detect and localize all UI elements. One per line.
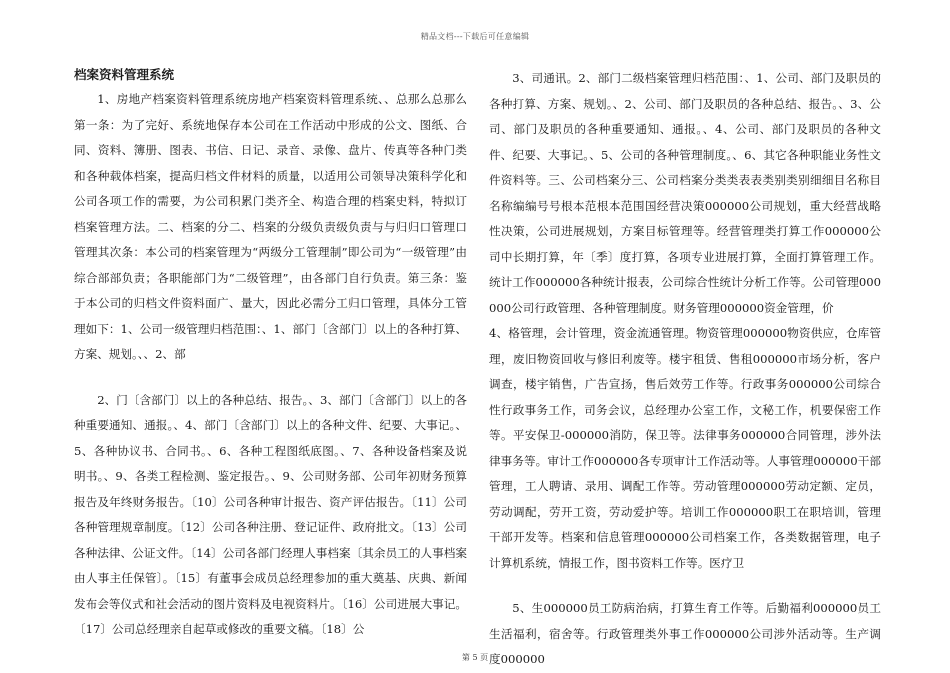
paragraph-3: 3、司通讯。2、部门二级档案管理归档范围：、1、公司、部门及职员的各种打算、方案、规划。、2、公司、部门及职员的各种总结、报告。、3、公司、部门及职员的各种重要通知、通报。、4、公司、部门及职员的各种文件、纪要、大事记。、5、公司的各种管理制度。、6、其它各种职能业务性文件资料等。三、公司档案分三、公司档案分类类表表类别类别细细目名称目名称编编号号根本范根本范围国经营决策000000公司规划，重大经营战略性决策，公司进展规划，方案目标管理等。经营管理类打算工作000000公司中长期打算，年〔季〕度打算，各项专业进展打算，全面打算管理工作。统计工作000000各种统计报表，公司综合性统计分析工作等。公司管理000000公司行政管理、各种管理制度。财务管理000000资金管理，价 (489, 71, 881, 315)
left-column (74, 66, 467, 643)
page-number: 第 5 页 (461, 653, 489, 662)
paragraph-5: 5、生000000员工防病治病，打算生育工作等。后勤福利000000员工生活福利，宿舍等。行政管理类外事工作000000公司涉外活动等。生产调度000000 (489, 601, 881, 666)
page-header-note: 精品文档---下载后可任意编辑 (420, 32, 530, 41)
paragraph-4: 4、格管理，会计管理，资金流通管理。物资管理000000物资供应，仓库管理，废旧物资回收与修旧利废等。楼宇租赁、售租000000市场分析，客户调查，楼宇销售，广告宣扬，售后效劳工作等。行政事务000000公司综合性行政事务工作，司务会议，总经理办公室工作，文秘工作，机要保密工作等。平安保卫-000000消防，保卫等。法律事务000000合同管理，涉外法律事务等。审计工作000000各专项审计工作活动等。人事管理000000干部管理，工人聘请、录用、调配工作等。劳动管理000000劳动定额、定员，劳动调配，劳开工资，劳动爱护等。培训工作000000职工在职培训，管理干部开发等。档案和信息管理000000公司档案工作，各类数据管理，电子计算机系统，情报工作，图书资料工作等。医疗卫 (489, 326, 881, 570)
paragraph-2: 2、门〔含部门〕以上的各种总结、报告。、3、部门〔含部门〕以上的各种重要通知、通报。、4、部门〔含部门〕以上的各种文件、纪要、大事记。、5、各种协议书、合同书。、6、各种工程图纸底图。、7、各种设备档案及说明书。、9、各类工程检测、鉴定报告。、9、公司财务部、公司年初财务预算报告及年终财务报告。〔10〕公司各种审计报告、资产评估报告。〔11〕公司各种管理规章制度。〔12〕公司各种注册、登记证件、政府批文。〔13〕公司各种法律、公证文件。〔14〕公司各部门经理人事档案〔其余员工的人事档案由人事主任保管〕。〔15〕有董事会成员总经理参加的重大奠基、庆典、新闻发布会等仪式和社会活动的图片资料及电视资料片。〔16〕公司进展大事记。〔17〕公司总经理亲自起草或修改的重要文稿。〔18〕公 (74, 392, 467, 636)
paragraph-1: 1、房地产档案资料管理系统房地产档案资料管理系统、、总那么总那么第一条：为了完好、系统地保存本公司在工作活动中形成的公文、图纸、合同、资料、簿册、图表、书信、日记、录音、录像、盘片、传真等各种门类和各种载体档案，提高归档文件材料的质量，以适用公司领导决策科学化和公司各项工作的需要，为公司积累门类齐全、构造合理的档案史料，特拟订档案管理方法。二、档案的分二、档案的分级负责级负责与与归归口管理口管理其次条：本公司的档案管理为“两级分工管理制”即公司为“一级管理”由综合部部负责；各职能部门为“二级管理”，由各部门自行负责。第三条：鉴于本公司的归档文件资料面广、量大，因此必需分工归口管理，具体分工管理如下：1、公司一级管理归档范围：、1、部门〔含部门〕以上的各种打算、方案、规划。、、2、部 (74, 92, 467, 361)
document-title: 档案资料管理系统 (74, 67, 175, 82)
right-column (489, 66, 881, 673)
